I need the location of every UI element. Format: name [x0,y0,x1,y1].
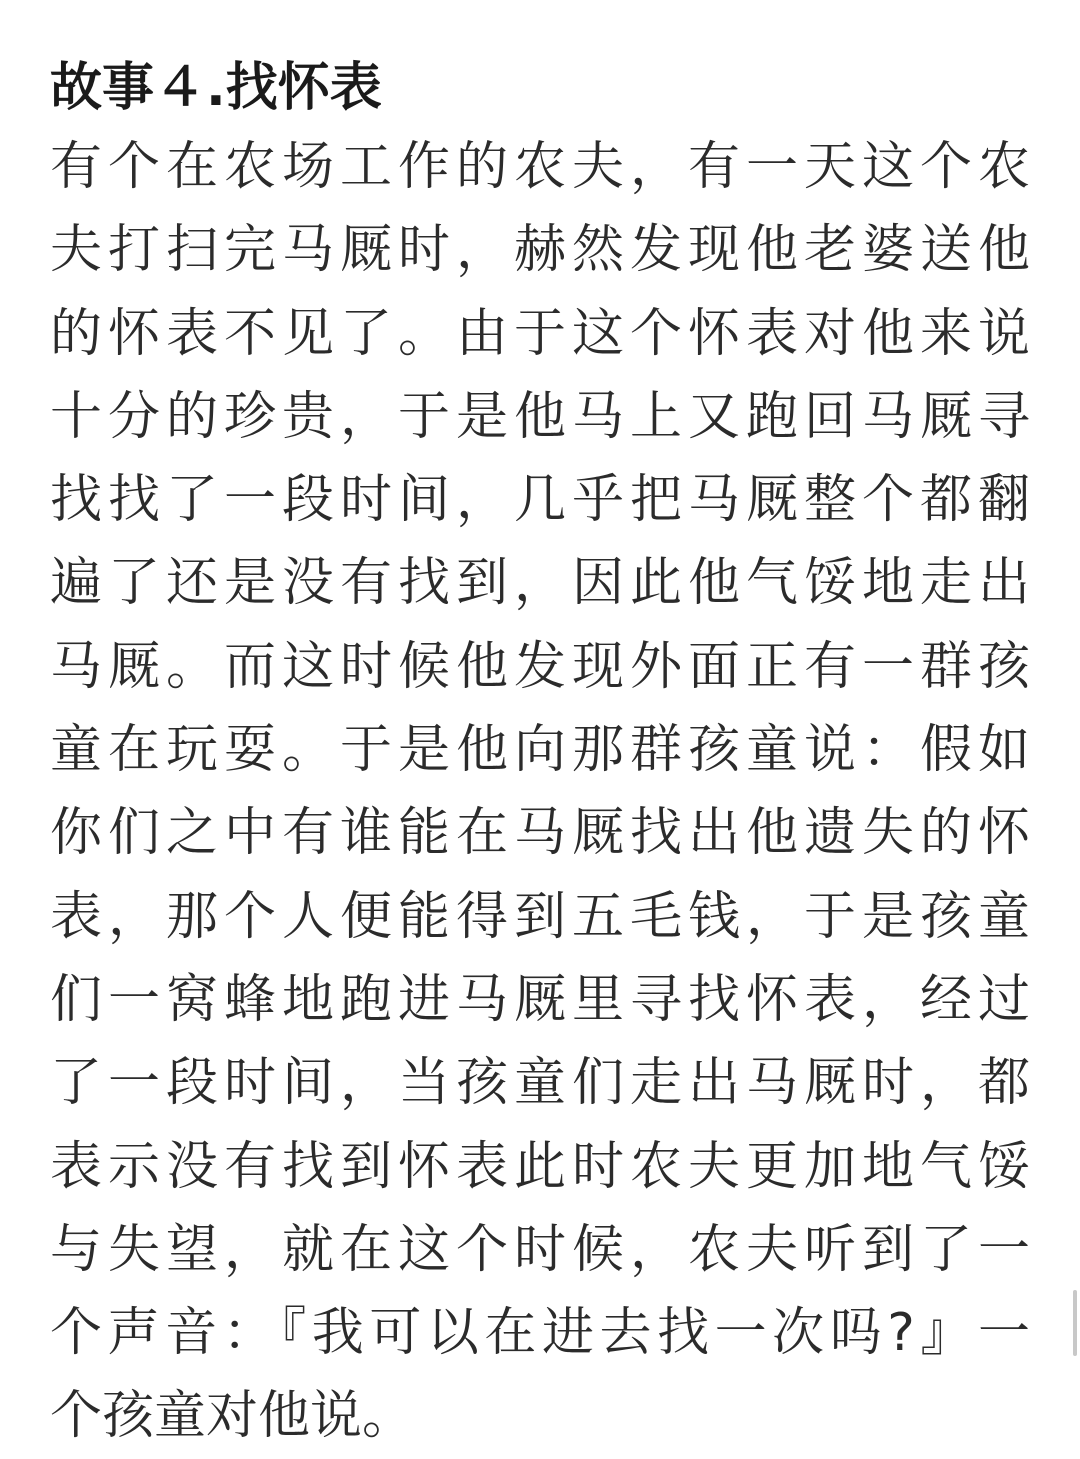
text-line: 个孩童对他说。 [50,1386,415,1447]
article [50,50,1030,1459]
text-line: 夫打扫完马厩时，赫然发现他老婆送他 [50,220,1030,281]
text-line: 与失望，就在这个时候，农夫听到了一 [50,1219,1030,1280]
text-line: 有个在农场工作的农夫，有一天这个农 [50,137,1030,197]
text-line: 的怀表不见了。由于这个怀表对他来说 [50,303,1030,364]
text-line: 表，那个人便能得到五毛钱，于是孩童 [50,886,1030,947]
article-title: 故事４.找怀表 [50,58,382,118]
text-line: 个声音：『我可以在进去找一次吗?』一 [50,1303,1030,1364]
text-line: 们一窝蜂地跑进马厩里寻找怀表，经过 [50,969,1030,1030]
text-line: 十分的珍贵，于是他马上又跑回马厩寻 [50,386,1030,447]
text-line: 你们之中有谁能在马厩找出他遗失的怀 [50,803,1030,864]
text-line: 童在玩耍。于是他向那群孩童说：假如 [50,720,1030,781]
text-line: 马厩。而这时候他发现外面正有一群孩 [50,636,1030,697]
scrollbar-thumb[interactable] [1073,1290,1077,1356]
text-line: 了一段时间，当孩童们走出马厩时，都 [50,1053,1030,1114]
text-line: 找找了一段时间，几乎把马厩整个都翻 [50,470,1030,531]
text-line: 表示没有找到怀表此时农夫更加地气馁 [50,1136,1030,1197]
article-body [50,126,1030,1459]
text-line: 遍了还是没有找到，因此他气馁地走出 [50,553,1030,614]
